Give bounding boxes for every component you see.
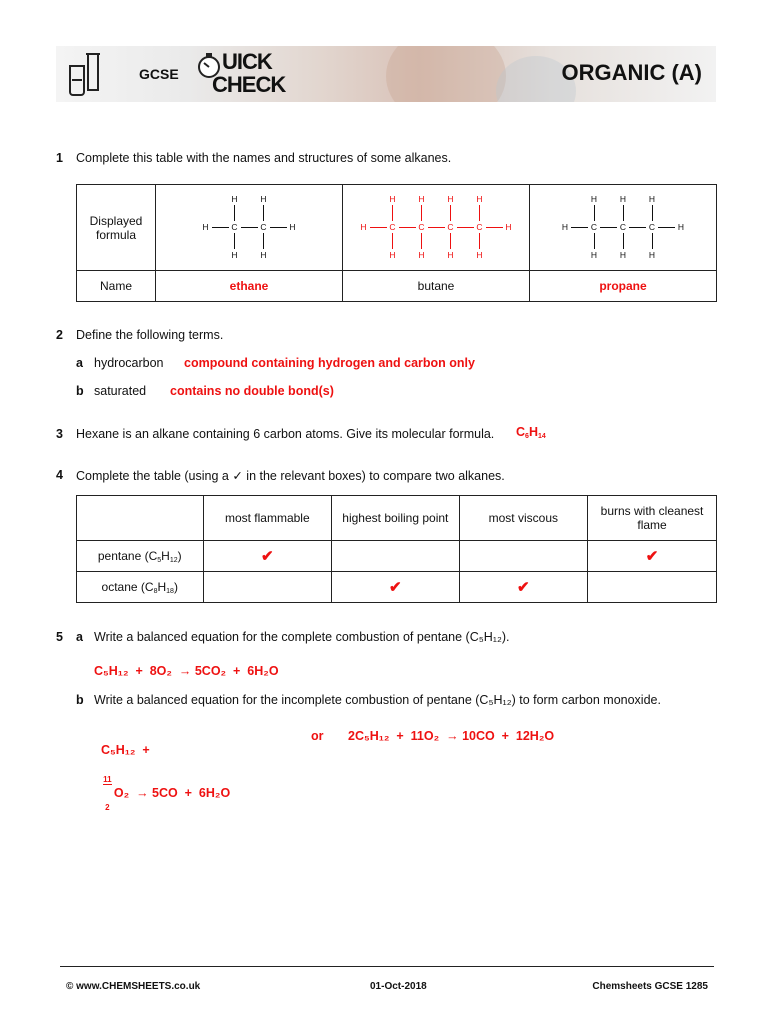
header-most-flammable: most flammable <box>203 496 332 541</box>
bond-line <box>658 227 675 228</box>
pentane-flammable-cell <box>203 541 332 572</box>
header-highest-boiling-point: highest boiling point <box>332 496 459 541</box>
bond-line <box>392 205 393 221</box>
footer-website: © www.CHEMSHEETS.co.uk <box>66 981 201 992</box>
carbon-atom: C <box>476 221 483 232</box>
bond-line <box>594 233 595 249</box>
displayed-formula-label: Displayed formula <box>77 185 156 271</box>
q4-text: Complete the table (using a ✓ in the relevant boxes) to compare two alkanes. <box>76 469 505 483</box>
bond-line <box>450 233 451 249</box>
q5-number: 5 <box>56 630 63 644</box>
bond-line <box>479 205 480 221</box>
ethane-name: ethane <box>156 271 343 302</box>
carbon-atom: C <box>418 221 425 232</box>
q5b-text: Write a balanced equation for the incomplete combustion of pentane (C₅H₁₂) to form carbon monoxide. <box>94 693 661 707</box>
bond-line <box>652 205 653 221</box>
hydrogen-atom: H <box>202 221 209 232</box>
header-banner <box>56 46 716 102</box>
propane-structure <box>530 185 717 271</box>
carbon-atom: C <box>231 221 238 232</box>
alkane-table <box>76 184 717 302</box>
page-title: ORGANIC (A) <box>561 60 702 85</box>
q3-number: 3 <box>56 427 63 441</box>
q5a-letter: a <box>76 630 83 644</box>
pentane-boiling-cell <box>332 541 459 572</box>
bond-line <box>234 233 235 249</box>
hydrogen-atom: H <box>590 249 598 260</box>
bond-line <box>270 227 287 228</box>
logo-bottom-text: CHECK <box>212 72 286 97</box>
q5b-or: or <box>311 729 324 743</box>
octane-viscous-cell <box>459 572 587 603</box>
pentane-label: pentane $(C_5H_{12})$ <box>77 541 204 572</box>
q4-number: 4 <box>56 468 63 482</box>
hydrogen-atom: H <box>619 249 627 260</box>
footer-code: Chemsheets GCSE 1285 <box>592 981 708 992</box>
hydrogen-atom: H <box>231 193 238 204</box>
q2b-term: saturated <box>94 384 147 398</box>
q2-number: 2 <box>56 328 63 342</box>
bond-line <box>457 227 474 228</box>
bond-line <box>623 205 624 221</box>
carbon-atom: C <box>648 221 656 232</box>
bond-line <box>263 233 264 249</box>
bond-line <box>594 205 595 221</box>
bond-line <box>428 227 445 228</box>
q5a-text: Write a balanced equation for the complete combustion of pentane (C₅H₁₂). <box>94 630 510 644</box>
q2a-term: hydrocarbon <box>94 356 164 370</box>
header-most-viscous: most viscous <box>459 496 587 541</box>
header-cleanest-flame: burns with cleanest flame <box>588 496 717 541</box>
q2-text: Define the following terms. <box>76 328 224 342</box>
bond-line <box>421 233 422 249</box>
bond-line <box>241 227 258 228</box>
butane-structure <box>343 185 530 271</box>
bond-line <box>600 227 617 228</box>
q3-answer: $C_6H_{14}$ <box>516 425 546 440</box>
hydrogen-atom: H <box>590 193 598 204</box>
lab-glassware-icon <box>62 50 106 98</box>
hydrogen-atom: H <box>619 193 627 204</box>
tick-icon: ✔ <box>517 579 530 596</box>
hydrogen-atom: H <box>677 221 685 232</box>
gcse-label: GCSE <box>139 66 179 82</box>
q5b-equation-1: C₅H₁₂ + $\frac{11}{2}$ O₂ → 5CO + 6H₂O <box>94 729 230 830</box>
q2a-letter: a <box>76 356 83 370</box>
carbon-atom: C <box>447 221 454 232</box>
hydrogen-atom: H <box>231 249 238 260</box>
butane-name: butane <box>343 271 530 302</box>
propane-name: propane <box>530 271 717 302</box>
ethane-structure <box>156 185 343 271</box>
bond-line <box>399 227 416 228</box>
bond-line <box>234 205 235 221</box>
q1-number: 1 <box>56 151 63 165</box>
hydrogen-atom: H <box>476 193 483 204</box>
bond-line <box>392 233 393 249</box>
q1-text: Complete this table with the names and structures of some alkanes. <box>76 151 452 165</box>
q5b-equation-2: 2C₅H₁₂ + 11O₂ → 10CO + 12H₂O <box>348 729 555 743</box>
tick-icon: ✔ <box>261 548 274 565</box>
hydrogen-atom: H <box>389 249 396 260</box>
bond-line <box>571 227 588 228</box>
q2b-answer: contains no double bond(s) <box>170 384 334 398</box>
q5a-equation: C₅H₁₂ + 8O₂ → 5CO₂ + 6H₂O <box>94 664 279 678</box>
carbon-atom: C <box>590 221 598 232</box>
hydrogen-atom: H <box>505 221 512 232</box>
footer-date: 01-Oct-2018 <box>370 981 427 992</box>
hydrogen-atom: H <box>561 221 569 232</box>
bond-line <box>421 205 422 221</box>
carbon-atom: C <box>619 221 627 232</box>
pentane-viscous-cell <box>459 541 587 572</box>
bond-line <box>212 227 229 228</box>
pentane-cleanest-cell <box>588 541 717 572</box>
octane-label: octane $(C_8H_{18})$ <box>77 572 204 603</box>
hydrogen-atom: H <box>447 193 454 204</box>
hydrogen-atom: H <box>260 249 267 260</box>
hydrogen-atom: H <box>648 249 656 260</box>
hydrogen-atom: H <box>418 249 425 260</box>
tick-icon: ✔ <box>645 548 659 565</box>
hydrogen-atom: H <box>360 221 367 232</box>
carbon-atom: C <box>260 221 267 232</box>
hydrogen-atom: H <box>418 193 425 204</box>
q2b-letter: b <box>76 384 84 398</box>
bond-line <box>486 227 503 228</box>
bond-line <box>263 205 264 221</box>
bond-line <box>623 233 624 249</box>
q3-text: Hexane is an alkane containing 6 carbon atoms. Give its molecular formula. <box>76 427 495 441</box>
hydrogen-atom: H <box>289 221 296 232</box>
bond-line <box>450 205 451 221</box>
bond-line <box>370 227 387 228</box>
q2a-answer: compound containing hydrogen and carbon only <box>184 356 475 370</box>
octane-flammable-cell <box>203 572 332 603</box>
blank-header-cell <box>77 496 204 541</box>
carbon-atom: C <box>389 221 396 232</box>
hydrogen-atom: H <box>389 193 396 204</box>
hydrogen-atom: H <box>260 193 267 204</box>
hydrogen-atom: H <box>447 249 454 260</box>
octane-cleanest-cell <box>588 572 717 603</box>
bond-line <box>652 233 653 249</box>
footer-rule <box>60 966 714 967</box>
bond-line <box>479 233 480 249</box>
q5b-letter: b <box>76 693 84 707</box>
name-label: Name <box>77 271 156 302</box>
hydrogen-atom: H <box>476 249 483 260</box>
fraction: $\frac{11}{2}$ <box>103 775 112 812</box>
bond-line <box>629 227 646 228</box>
comparison-table <box>76 495 717 603</box>
hydrogen-atom: H <box>648 193 656 204</box>
tick-icon: ✔ <box>389 579 402 596</box>
octane-boiling-cell <box>332 572 459 603</box>
logo-top-text: UICK <box>222 49 272 74</box>
